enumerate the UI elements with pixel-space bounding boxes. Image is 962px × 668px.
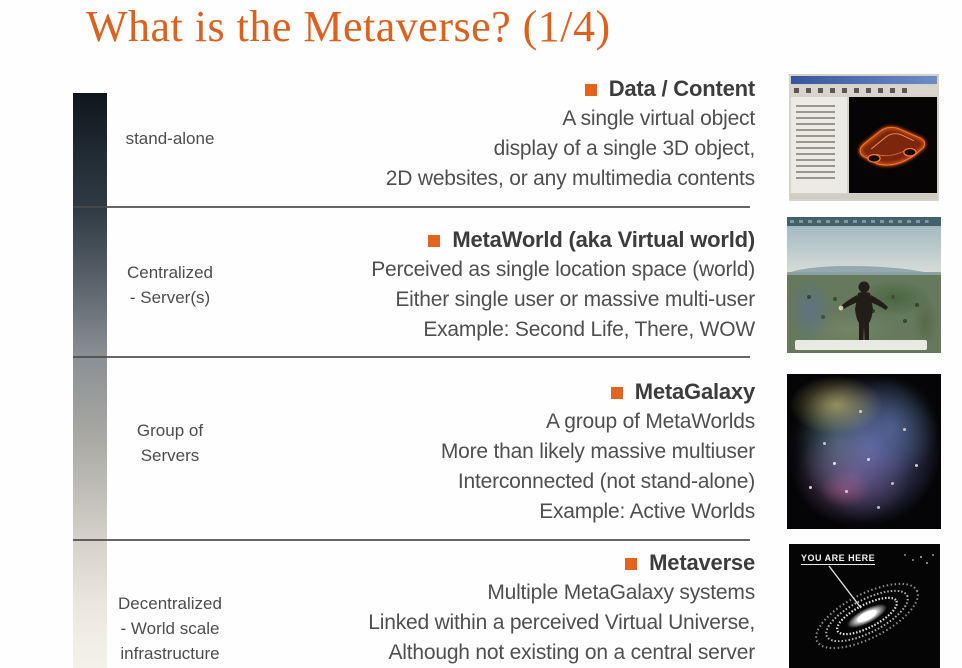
section-heading	[245, 74, 755, 104]
body-line: Although not existing on a central server	[388, 641, 755, 664]
section-heading	[245, 225, 755, 255]
bullet-square-icon	[428, 235, 440, 247]
body-line: More than likely massive multiuser	[440, 440, 755, 463]
app-window-titlebar	[791, 76, 937, 84]
bullet-square-icon	[585, 84, 597, 96]
tier-label-line: infrastructure	[120, 644, 220, 663]
section-divider	[73, 539, 750, 541]
network-node-speckles	[833, 462, 836, 465]
virtual-world-trees	[807, 295, 811, 299]
section-heading-text: Metaverse	[649, 550, 755, 575]
tier-label-line: - World scale	[120, 619, 220, 638]
section-heading	[245, 548, 755, 578]
tier-label-decentralized	[103, 591, 237, 666]
virtual-world-chatbar	[795, 340, 927, 350]
body-line: Perceived as single location space (world)	[371, 258, 755, 281]
app-window-toolbar	[791, 86, 937, 95]
section-heading-text: Data / Content	[608, 76, 755, 101]
body-line: A single virtual object	[562, 107, 755, 130]
star-speckles	[920, 556, 922, 558]
section-heading-text: MetaGalaxy	[634, 379, 755, 404]
section-divider	[73, 206, 750, 208]
virtual-world-sky	[787, 226, 941, 272]
bullet-square-icon	[625, 558, 637, 570]
section-metagalaxy	[245, 377, 755, 527]
scale-gradient-bar	[73, 93, 107, 668]
section-data-content	[245, 74, 755, 194]
tier-label-stand-alone	[103, 126, 237, 151]
orange-3d-car-render	[849, 103, 937, 189]
body-line: Multiple MetaGalaxy systems	[487, 581, 755, 604]
tier-label-line: stand-alone	[125, 129, 215, 148]
slide-title: What is the Metaverse? (1/4)	[86, 2, 611, 51]
section-heading-text: MetaWorld (aka Virtual world)	[452, 227, 755, 252]
body-line: Interconnected (not stand-alone)	[457, 470, 755, 493]
app-window-viewport	[849, 97, 937, 193]
section-divider	[73, 356, 750, 358]
body-line: A group of MetaWorlds	[545, 410, 755, 433]
thumbnail-3d-object-viewer	[789, 74, 939, 201]
body-line: Linked within a perceived Virtual Universe,	[368, 611, 755, 634]
app-window-sidepanel	[791, 97, 847, 193]
tier-label-line: Decentralized	[118, 594, 222, 613]
body-line: 2D websites, or any multimedia contents	[385, 167, 755, 190]
tier-label-line: Servers	[140, 446, 200, 465]
body-line: Example: Active Worlds	[539, 500, 755, 523]
tier-label-centralized	[103, 260, 237, 310]
tier-label-group-of-servers	[103, 418, 237, 468]
tier-label-line: Group of	[136, 421, 204, 440]
thumbnail-metagalaxy-network-map	[787, 374, 941, 529]
body-line: Example: Second Life, There, WOW	[423, 318, 755, 341]
section-metaworld	[245, 225, 755, 345]
body-line: display of a single 3D object,	[493, 137, 755, 160]
you-are-here-label: YOU ARE HERE	[801, 553, 876, 563]
tier-label-line: - Server(s)	[129, 288, 211, 307]
section-heading	[245, 377, 755, 407]
section-metaverse	[245, 548, 755, 668]
tier-label-line: Centralized	[127, 263, 213, 282]
bullet-square-icon	[611, 387, 623, 399]
app-window-statusbar	[791, 194, 937, 199]
virtual-world-menubar	[787, 217, 941, 226]
body-line: Either single user or massive multi-user	[395, 288, 755, 311]
thumbnail-virtual-world	[787, 217, 941, 353]
thumbnail-galaxy-you-are-here	[789, 544, 940, 668]
